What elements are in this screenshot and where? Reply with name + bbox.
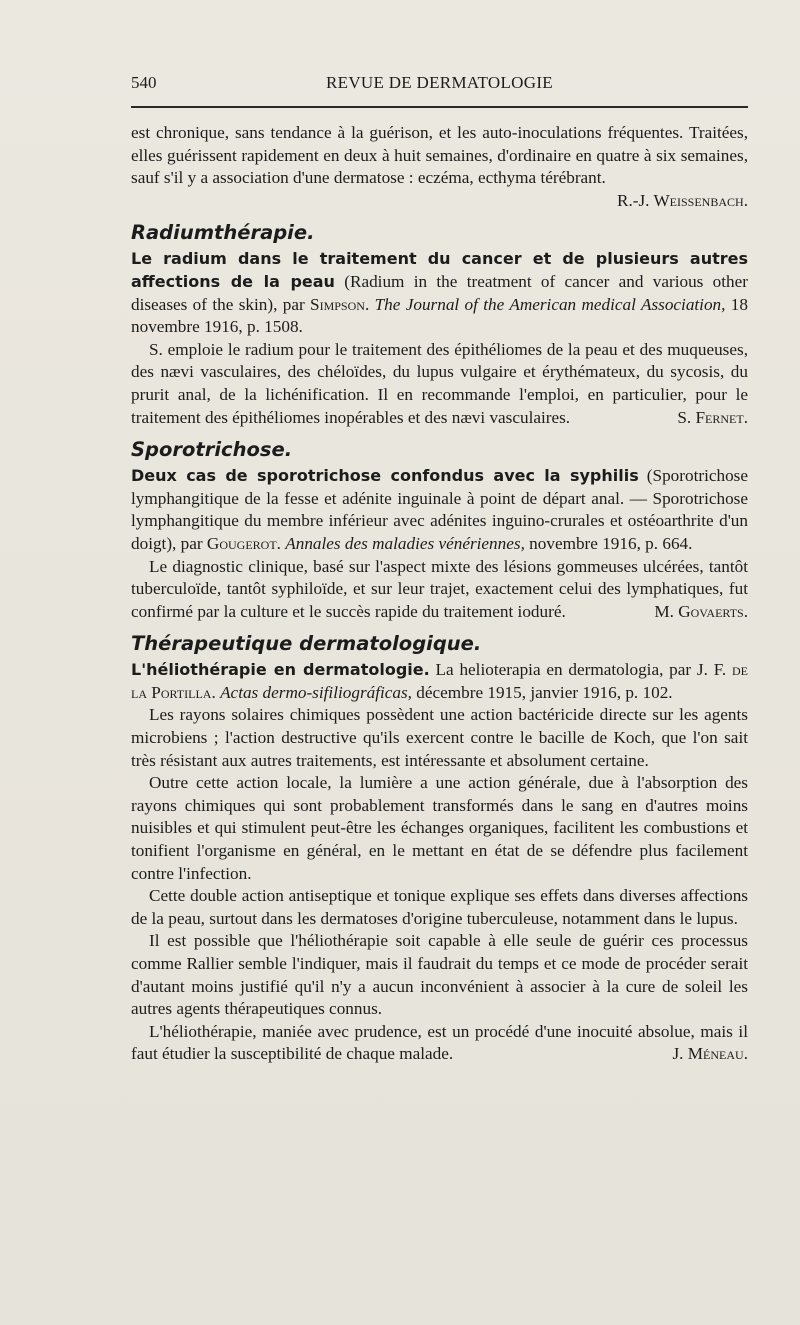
paragraph-text: Le diagnostic clinique, basé sur l'aspect mixte des lésions gommeuses ulcérées, tantôt tuberculoïde, tantôt syphiloïde, et sur leur trajet, exactement celui des lymphatiques, fut confirmé par la culture et le succès rapide du traitement ioduré. — [131, 556, 748, 621]
article-title: Le radium dans le traitement du cancer et de plusieurs autres affections de la peau — [131, 249, 748, 291]
section-title: Thérapeutique dermatologique. — [131, 632, 482, 656]
signature: R.-J. Weissenbach. — [617, 190, 748, 210]
section-title: Sporotrichose. — [131, 438, 293, 462]
journal-name: The Journal of the American medical Association, — [374, 294, 726, 314]
signature: M. Govaerts. — [654, 601, 748, 621]
article-citation: Le radium dans le traitement du cancer et de plusieurs autres affections de la peau (Radium in the treatment of cancer and various other diseases of the skin), par Simpson. The Journal of the American medical Association, 18 novembre 1916, p. 1508. — [131, 249, 748, 337]
article-citation: Deux cas de sporotrichose confondus avec la syphilis (Sporotrichose lymphangitique de la fesse et adénite inguinale à point de départ anal. — Sporotrichose lymphangitique du membre inférieur avec adénites inguino-crurales et ostéoarthrite d'un doigt), par Gougerot. Annales des maladies vénériennes, novembre 1916, p. 664. — [131, 466, 748, 553]
body-paragraph — [131, 339, 748, 429]
section-sporotrichose — [131, 437, 748, 623]
paragraph-text: L'héliothérapie, maniée avec prudence, est un procédé d'une inocuité absolue, mais il faut étudier la susceptibilité de chaque malade. — [131, 1021, 748, 1064]
citation-text: La helioterapia en dermatologia, par J. F. — [429, 660, 732, 680]
section-therapeutique — [131, 631, 748, 1066]
paragraph-text: S. emploie le radium pour le traitement des épithéliomes de la peau et des muqueuses, des nævi vasculaires, des chéloïdes, du lupus vulgaire et érythémateux, du sycosis, du prurit anal, de la lichénification. Il en recommande l'emploi, en particulier, pour le traitement des épithéliomes inopérables et des nævi vasculaires. — [131, 339, 748, 427]
intro-paragraph — [131, 122, 748, 210]
journal-name: Actas dermo-sifiliográficas, — [220, 682, 412, 702]
page-body — [131, 122, 748, 1066]
article-title: Deux cas de sporotrichose confondus avec la syphilis — [131, 466, 639, 486]
body-paragraph: Outre cette action locale, la lumière a une action générale, due à l'absorption des rayons chimiques qui sont probablement transformés dans le sang en d'autres moins nuisibles et qui stimulent peut-être les échanges organiques, facilitent les combustions et tonifient l'organisme en général, en le mettant en état de se défendre plus facilement contre l'infection. — [131, 773, 748, 883]
page-number: 540 — [131, 73, 157, 92]
header-rule — [131, 106, 748, 108]
signature: J. Méneau. — [672, 1044, 748, 1064]
citation-details: 18 novembre 1916, p. 1508. — [131, 294, 748, 337]
body-paragraph — [131, 556, 748, 624]
article-citation: L'héliothérapie en dermatologie. La helioterapia en dermatologia, par J. F. de la Portilla. Actas dermo-sifiliográficas, décembre 1915, janvier 1916, p. 102. — [131, 660, 748, 702]
author-name: Gougerot — [206, 533, 277, 553]
body-paragraph: Cette double action antiseptique et tonique explique ses effets dans diverses affections de la peau, surtout dans les dermatoses d'origine tuberculeuse, notamment dans le lupus. — [131, 886, 748, 928]
journal-name: Annales des maladies vénériennes, — [285, 533, 525, 553]
body-paragraph: Il est possible que l'héliothérapie soit capable à elle seule de guérir ces processus comme Rallier semble l'indiquer, mais il faudrait du temps et ce mode de procéder serait d'autant moins justifié qu'il n'y a aucun inconvénient à associer à la cure de soleil les autres agents thérapeutiques connus. — [131, 931, 748, 1019]
citation-details: décembre 1915, janvier 1916, p. 102. — [411, 682, 673, 702]
author-name: Simpson — [310, 294, 365, 314]
author-name: de la Portilla — [131, 660, 748, 702]
body-paragraph — [131, 1021, 748, 1066]
page-header — [131, 73, 748, 97]
citation-details: novembre 1916, p. 664. — [524, 533, 693, 553]
section-radiumtherapie — [131, 220, 748, 429]
signature: S. Fernet. — [677, 407, 748, 427]
section-title: Radiumthérapie. — [131, 221, 315, 245]
article-title: L'héliothérapie en dermatologie. — [131, 660, 430, 680]
running-title: REVUE DE DERMATOLOGIE — [326, 73, 553, 92]
body-paragraph: Les rayons solaires chimiques possèdent une action bactéricide directe sur les agents microbiens ; l'action destructive qu'ils exercent contre le bacille de Koch, que l'on sait très résistant aux autres traitements, est intéressante et absolument certaine. — [131, 705, 748, 770]
intro-text: est chronique, sans tendance à la guérison, et les auto-inoculations fréquentes. Traitées, elles guérissent rapidement en deux à huit semaines, d'ordinaire en quatre à six semaines, sauf s'il y a association d'une dermatose : eczéma, ecthyma térébrant. — [131, 123, 748, 188]
citation-text: (Radium in the treatment of cancer and various other diseases of the skin), par — [131, 271, 748, 314]
citation-text: (Sporotrichose lymphangitique de la fesse et adénite inguinale à point de départ anal. — Sporotrichose lymphangitique du membre inférieur avec adénites inguino-crurales et ostéoarthrite d'un doigt), par — [131, 466, 748, 553]
